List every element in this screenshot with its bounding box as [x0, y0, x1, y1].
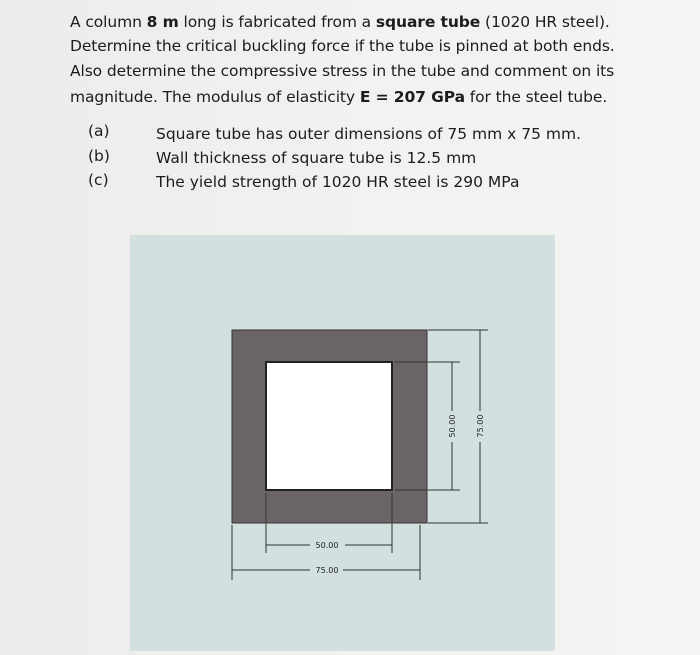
cross-section-figure [130, 235, 555, 651]
item-a-text: Square tube has outer dimensions of 75 mm x 75 mm. [156, 125, 582, 143]
dim-outer-width-label: 75.00 [315, 566, 339, 575]
column-length: 8 m [146, 13, 179, 31]
item-b-label: (b) [88, 147, 110, 165]
tube-shape: square tube [375, 13, 481, 31]
dim-inner-height-label: 50.00 [448, 414, 457, 438]
item-c-text: The yield strength of 1020 HR steel is 290 MPa [156, 173, 520, 191]
tube-inner-hollow [266, 362, 392, 490]
dim-outer-height-label: 75.00 [476, 414, 485, 438]
modulus-of-elasticity: E = 207 GPa [359, 88, 465, 106]
intro-line-1-end: (1020 HR steel). [480, 13, 610, 31]
intro-line-2: Determine the critical buckling force if the tube is pinned at both ends. [70, 37, 615, 55]
intro-line-3: Also determine the compressive stress in the tube and comment on its [70, 62, 615, 80]
cross-section-drawing [130, 235, 555, 651]
intro-line-4-start: magnitude. The modulus of elasticity [70, 88, 360, 106]
problem-statement [0, 0, 700, 220]
intro-line-1 [70, 12, 610, 32]
item-a-label: (a) [88, 122, 110, 140]
intro-line-1-middle: long is fabricated from a [178, 13, 376, 31]
intro-line-1-start: A column [70, 13, 147, 31]
item-c-label: (c) [88, 171, 109, 189]
intro-line-4-end: for the steel tube. [464, 88, 608, 106]
item-b-text: Wall thickness of square tube is 12.5 mm [156, 149, 477, 167]
intro-line-4 [70, 87, 607, 107]
dim-inner-width-label: 50.00 [315, 541, 339, 550]
